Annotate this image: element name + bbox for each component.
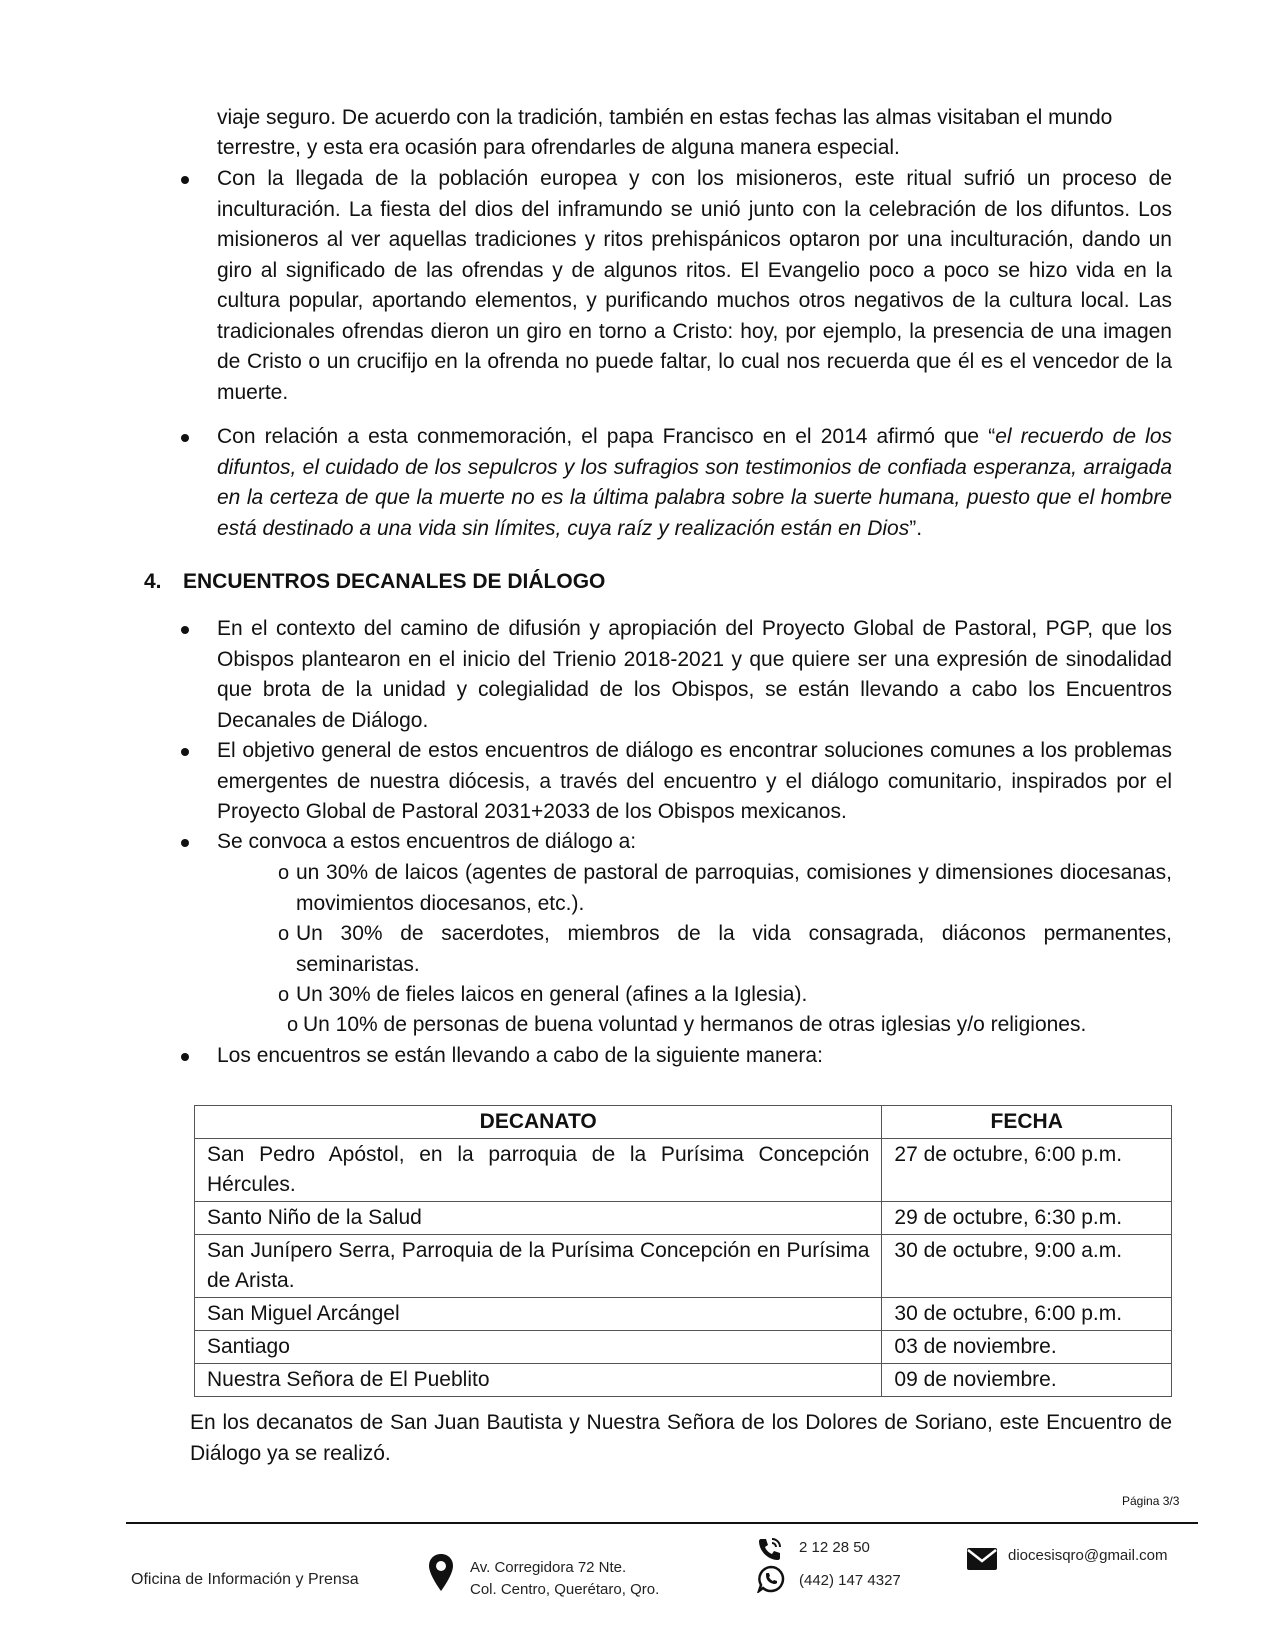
bullet-marker — [181, 626, 189, 634]
sub-bullet-marker: o — [278, 923, 290, 945]
footer-divider — [126, 1522, 1198, 1524]
decanato-cell: Nuestra Señora de El Pueblito — [195, 1364, 882, 1397]
section-number: 4. — [144, 570, 162, 593]
fecha-cell: 27 de octubre, 6:00 p.m. — [882, 1139, 1172, 1202]
bullet-marker — [181, 748, 189, 756]
bullet-marker — [181, 839, 189, 847]
fecha-cell: 03 de noviembre. — [882, 1331, 1172, 1364]
table-row — [195, 1364, 1172, 1397]
subitem-buena-voluntad: Un 10% de personas de buena voluntad y hermanos de otras iglesias y/o religiones. — [303, 1013, 1087, 1036]
footer-address-line2: Col. Centro, Querétaro, Qro. — [470, 1581, 660, 1598]
header-decanato: DECANATO — [195, 1106, 882, 1139]
closing-paragraph: En los decanatos de San Juan Bautista y Nuestra Señora de los Dolores de Soriano, este Encuentro de Diálogo ya se realizó. — [190, 1411, 1172, 1465]
phone-icon — [756, 1536, 784, 1567]
subitem-laicos-agentes: un 30% de laicos (agentes de pastoral de parroquias, comisiones y dimensiones diocesanas, movimientos diocesanos, etc.). — [296, 861, 1172, 915]
fecha-cell: 29 de octubre, 6:30 p.m. — [882, 1202, 1172, 1235]
fecha-cell: 09 de noviembre. — [882, 1364, 1172, 1397]
bullet-encuentros: Los encuentros se están llevando a cabo de la siguiente manera: — [217, 1044, 823, 1067]
section-title: ENCUENTROS DECANALES DE DIÁLOGO — [183, 570, 606, 593]
bullet-marker — [181, 434, 189, 442]
footer-email: diocesisqro@gmail.com — [1008, 1547, 1168, 1564]
table-row — [195, 1202, 1172, 1235]
decanato-cell: San Pedro Apóstol, en la parroquia de la Purísima Concepción Hércules. — [195, 1139, 882, 1202]
sub-bullet-marker: o — [278, 862, 290, 884]
whatsapp-icon — [757, 1565, 785, 1598]
page-number: Página 3/3 — [1122, 1494, 1180, 1508]
quote-lead: Con relación a esta conmemoración, el papa Francisco en el 2014 afirmó que “ — [217, 425, 996, 448]
bullet-objetivo: El objetivo general de estos encuentros de diálogo es encontrar soluciones comunes a los problemas emergentes de nuestra diócesis, a través del encuentro y el diálogo comunitario, inspirados por el Proyecto Global de Pastoral 2031+2033 de los Obispos mexicanos. — [217, 739, 1172, 823]
decanato-cell: San Miguel Arcángel — [195, 1298, 882, 1331]
quote-text: el recuerdo de los difuntos, el cuidado de los sepulcros y los sufragios son testimonios de confiada esperanza, arraigada en la certeza de que la muerte no es la última palabra sobre la suerte humana, puesto que el hombre está destinado a una vida sin límites, cuya raíz y realización están en Dios — [217, 425, 1172, 540]
decanato-cell: San Junípero Serra, Parroquia de la Purísima Concepción en Purísima de Arista. — [195, 1235, 882, 1298]
bullet-convoca: Se convoca a estos encuentros de diálogo a: — [217, 830, 637, 853]
continuation-line-2: terrestre, y esta era ocasión para ofrendarles de alguna manera especial. — [217, 136, 900, 159]
decanato-cell: Santiago — [195, 1331, 882, 1364]
footer-phone: 2 12 28 50 — [799, 1539, 870, 1556]
table-row — [195, 1235, 1172, 1298]
table-header-row — [195, 1106, 1172, 1139]
fecha-cell: 30 de octubre, 6:00 p.m. — [882, 1298, 1172, 1331]
bullet-contexto: En el contexto del camino de difusión y apropiación del Proyecto Global de Pastoral, PGP, que los Obispos plantearon en el inicio del Trienio 2018-2021 y que quiere ser una expresión de sinodalidad que brota de la unidad y colegialidad de los Obispos, se están llevando a cabo los Encuentros Decanales de Diálogo. — [217, 617, 1172, 732]
header-fecha: FECHA — [882, 1106, 1172, 1139]
table-row — [195, 1331, 1172, 1364]
quote-tail: ”. — [909, 516, 923, 540]
sub-bullet-marker: o — [287, 1014, 299, 1036]
email-envelope-icon — [966, 1547, 998, 1576]
bullet-inculturacion: Con la llegada de la población europea y con los misioneros, este ritual sufrió un proceso de inculturación. La fiesta del dios del inframundo se unió junto con la celebración de los difuntos. Los misioneros al ver aquellas tradiciones y ritos prehispánicos optaron por una inculturación, dando un giro al significado de las ofrendas y de algunos ritos. El Evangelio poco a poco se hizo vida en la cultura popular, aportando elementos, y purificando muchos otros negativos de la cultura local. Las tradicionales ofrendas dieron un giro en torno a Cristo: hoy, por ejemplo, la presencia de una imagen de Cristo o un crucifijo en la ofrenda no puede faltar, lo cual nos recuerda que él es el vencedor de la muerte. — [217, 167, 1172, 404]
footer-address-line1: Av. Corregidora 72 Nte. — [470, 1559, 627, 1576]
bullet-papa-francisco — [217, 422, 1172, 544]
location-pin-icon — [428, 1553, 454, 1598]
continuation-line-1: viaje seguro. De acuerdo con la tradición, también en estas fechas las almas visitaban el mundo — [217, 106, 1113, 129]
subitem-sacerdotes: Un 30% de sacerdotes, miembros de la vida consagrada, diáconos permanentes, seminaristas. — [296, 922, 1172, 976]
subitem-fieles-laicos: Un 30% de fieles laicos en general (afines a la Iglesia). — [296, 983, 808, 1006]
footer-office: Oficina de Información y Prensa — [131, 1571, 359, 1588]
bullet-marker — [181, 176, 189, 184]
sub-bullet-marker: o — [278, 984, 290, 1006]
bullet-marker — [181, 1053, 189, 1061]
table-row — [195, 1298, 1172, 1331]
table-row — [195, 1139, 1172, 1202]
decanatos-table — [194, 1105, 1172, 1397]
decanato-cell: Santo Niño de la Salud — [195, 1202, 882, 1235]
footer-whatsapp: (442) 147 4327 — [799, 1572, 901, 1589]
fecha-cell: 30 de octubre, 9:00 a.m. — [882, 1235, 1172, 1298]
